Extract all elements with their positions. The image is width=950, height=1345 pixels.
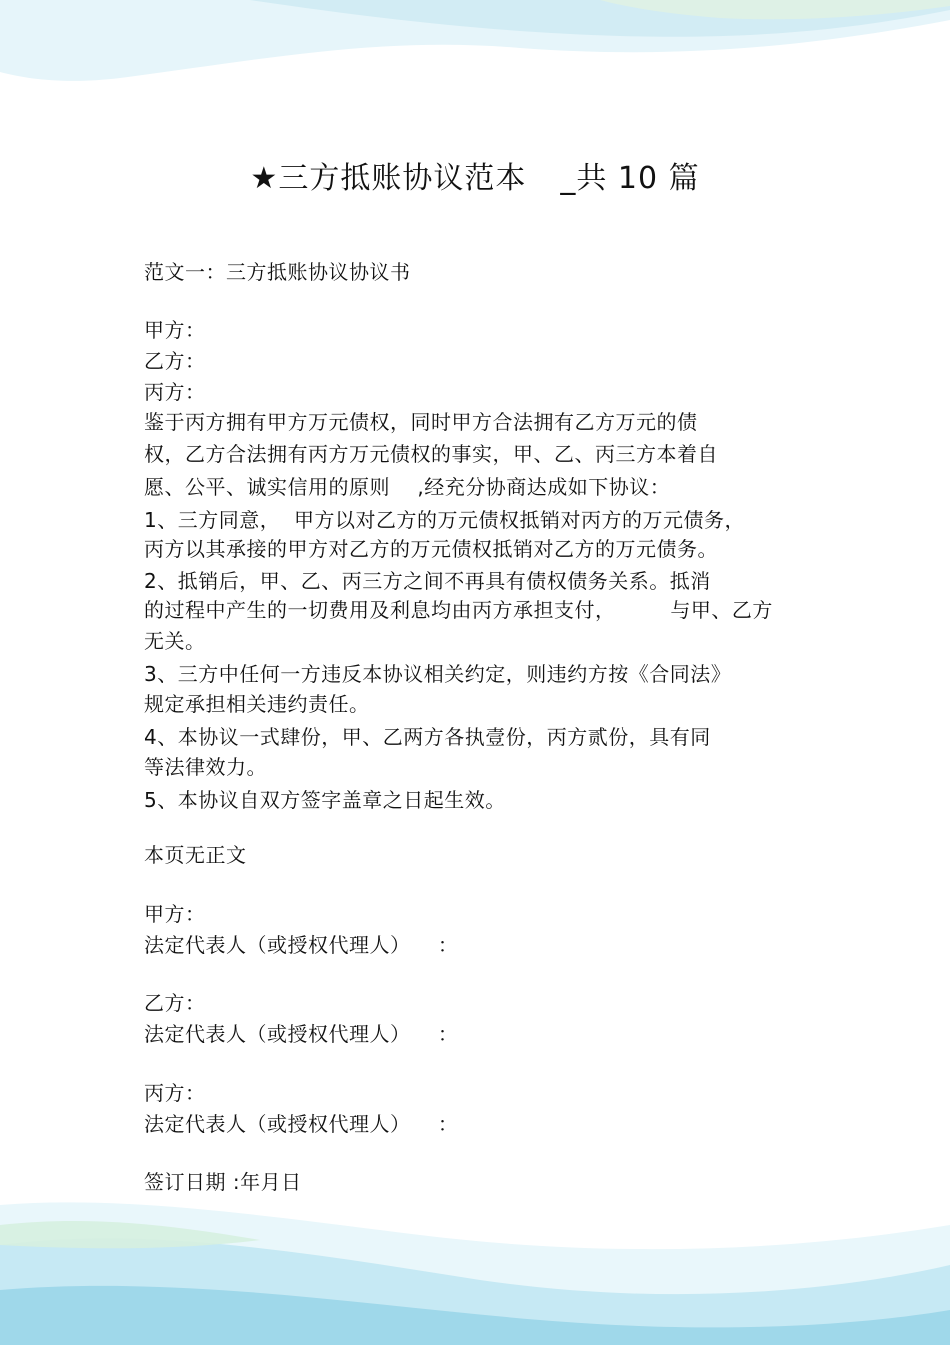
clause-1-line: 丙方以其承接的甲方对乙方的万元债权抵销对乙方的万元债务。 (144, 537, 718, 561)
signature-rep-a: 法定代表人（或授权代理人） ： (144, 933, 459, 957)
clause-5-line: 5、本协议自双方签字盖章之日起生效。 (144, 788, 506, 812)
clause-2-line: 的过程中产生的一切费用及利息均由丙方承担支付， 与甲、乙方 (144, 598, 773, 622)
document-title-main: ★三方抵账协议范本 (250, 161, 527, 196)
preamble-line: 权，乙方合法拥有丙方万元债权的事实，甲、乙、丙三方本着自 (144, 442, 718, 466)
clause-2-line: 无关。 (144, 629, 206, 653)
clause-3-line: 规定承担相关违约责任。 (144, 692, 370, 716)
document-title (0, 153, 950, 197)
preamble-line: 鉴于丙方拥有甲方万元债权，同时甲方合法拥有乙方万元的债 (144, 410, 698, 434)
section-heading: 范文一：三方抵账协议协议书 (144, 260, 411, 284)
preamble-line: 愿、公平、诚实信用的原则 ,经充分协商达成如下协议： (144, 475, 671, 499)
no-body-text-note: 本页无正文 (144, 843, 247, 867)
party-b-label: 乙方： (144, 349, 206, 373)
party-a-label: 甲方： (144, 318, 206, 342)
clause-4-line: 等法律效力。 (144, 755, 267, 779)
bottom-wave-decoration (0, 1195, 950, 1345)
clause-1-line: 1、三方同意， 甲方以对乙方的万元债权抵销对丙方的万元债务， (144, 508, 745, 532)
document-title-count: _共 10 篇 (560, 161, 700, 196)
signature-party-c: 丙方： (144, 1081, 206, 1105)
clause-2-line: 2、抵销后，甲、乙、丙三方之间不再具有债权债务关系。抵消 (144, 569, 711, 593)
signature-rep-b: 法定代表人（或授权代理人） ： (144, 1022, 459, 1046)
top-wave-decoration (0, 0, 950, 90)
signature-party-b: 乙方： (144, 991, 206, 1015)
signature-rep-c: 法定代表人（或授权代理人） ： (144, 1112, 459, 1136)
clause-4-line: 4、本协议一式肆份，甲、乙两方各执壹份，丙方贰份，具有同 (144, 725, 711, 749)
signature-party-a: 甲方： (144, 902, 206, 926)
signing-date: 签订日期 :年月日 (144, 1170, 302, 1194)
party-c-label: 丙方： (144, 380, 206, 404)
clause-3-line: 3、三方中任何一方违反本协议相关约定，则违约方按《合同法》 (144, 662, 732, 686)
